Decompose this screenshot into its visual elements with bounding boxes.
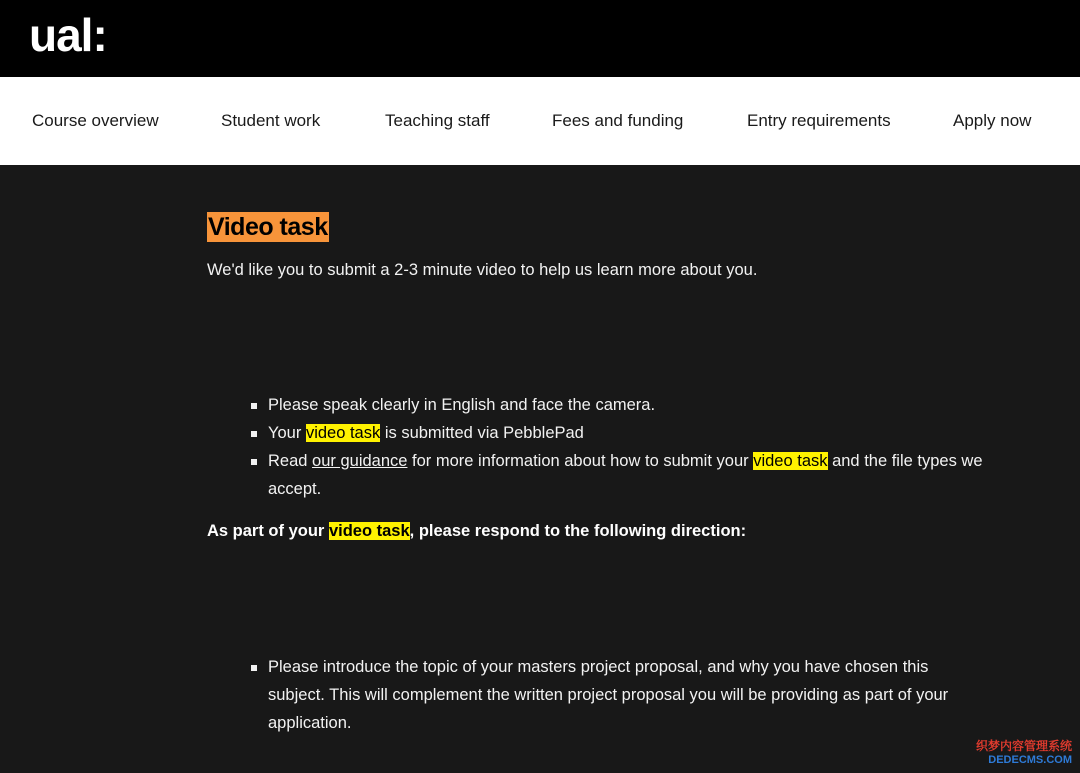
direction-text [207, 519, 746, 543]
list-item-text: Read [268, 452, 313, 470]
nav-student-work[interactable]: Student work [221, 111, 321, 130]
highlighted-term: video task [328, 522, 410, 540]
list-item [268, 419, 988, 447]
list-item-text: and the file types we accept. [268, 452, 983, 498]
list-item-text: for more information about how to submit your [407, 452, 754, 470]
requirements-list [268, 391, 988, 503]
list-item-text: Please introduce the topic of your masters project proposal, and why you have chosen this subject. This will complement the written project proposal you will be providing as part of your application. [268, 658, 949, 732]
direction-list [268, 653, 988, 737]
watermark-line1: 织梦内容管理系统 [975, 739, 1072, 753]
nav-entry-requirements[interactable]: Entry requirements [747, 111, 891, 130]
main-content [0, 165, 1080, 773]
nav-apply-now[interactable]: Apply now [953, 111, 1032, 130]
site-header [0, 0, 1080, 77]
direction-post: , please respond to the following direction: [409, 522, 747, 540]
our-guidance-link[interactable]: our guidance [312, 452, 408, 470]
list-item [268, 653, 988, 737]
list-item-text: is submitted via PebblePad [380, 424, 584, 442]
watermark [976, 739, 1072, 767]
list-item [268, 391, 988, 419]
highlighted-term: video task [305, 424, 381, 442]
list-item [268, 447, 988, 503]
highlighted-term: video task [753, 452, 828, 470]
course-nav [0, 77, 1080, 165]
list-item-text: Please speak clearly in English and face the camera. [268, 396, 656, 414]
nav-course-overview[interactable]: Course overview [32, 111, 159, 130]
watermark-line2: DEDECMS.COM [988, 754, 1072, 766]
intro-text: We'd like you to submit a 2-3 minute video to help us learn more about you. [207, 261, 758, 279]
section-heading: Video task [208, 213, 328, 241]
nav-fees-and-funding[interactable]: Fees and funding [552, 111, 684, 130]
ual-logo[interactable]: ual: [29, 9, 107, 61]
direction-pre: As part of your [207, 522, 329, 540]
list-item-text: Your [268, 424, 306, 442]
nav-teaching-staff[interactable]: Teaching staff [385, 111, 490, 130]
